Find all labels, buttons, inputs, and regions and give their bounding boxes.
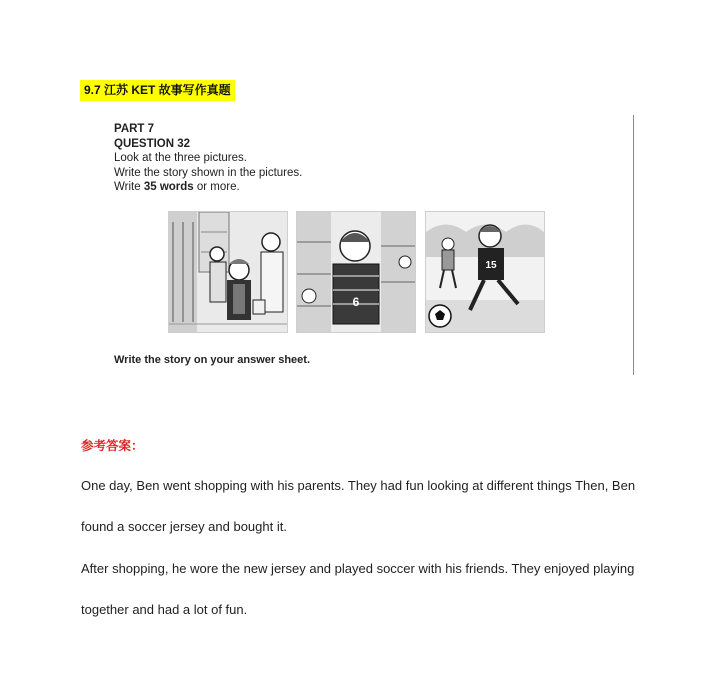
- answer-sheet-instruction: Write the story on your answer sheet.: [114, 354, 311, 366]
- picture-playing-soccer: [425, 211, 545, 333]
- picture-shopping-with-parents: [168, 211, 288, 333]
- exam-task: [114, 122, 302, 195]
- picture-boy-with-jersey: [296, 211, 416, 333]
- instruction-line: Look at the three pictures.: [114, 152, 247, 165]
- word-count: 35 words: [143, 181, 194, 194]
- margin-rule: [633, 115, 634, 375]
- reference-answer-label: 参考答案：: [81, 439, 144, 453]
- answer-line: After shopping, he wore the new jersey and played soccer with his friends. They enjoyed playing: [81, 561, 635, 576]
- instruction-line: Write 35 words or more.: [114, 181, 240, 194]
- answer-line: found a soccer jersey and bought it.: [81, 519, 287, 534]
- answer-line: One day, Ben went shopping with his parents. They had fun looking at different things Then, Ben: [81, 478, 636, 493]
- instruction-line: Write the story shown in the pictures.: [114, 166, 303, 179]
- question-label: QUESTION 32: [114, 137, 191, 150]
- page-title: 9.7 江苏 KET 故事写作真题: [80, 80, 235, 101]
- answer-line: together and had a lot of fun.: [81, 602, 248, 617]
- jersey-number: 6: [352, 295, 360, 309]
- jersey-number: 15: [485, 260, 497, 271]
- part-label: PART 7: [114, 123, 155, 135]
